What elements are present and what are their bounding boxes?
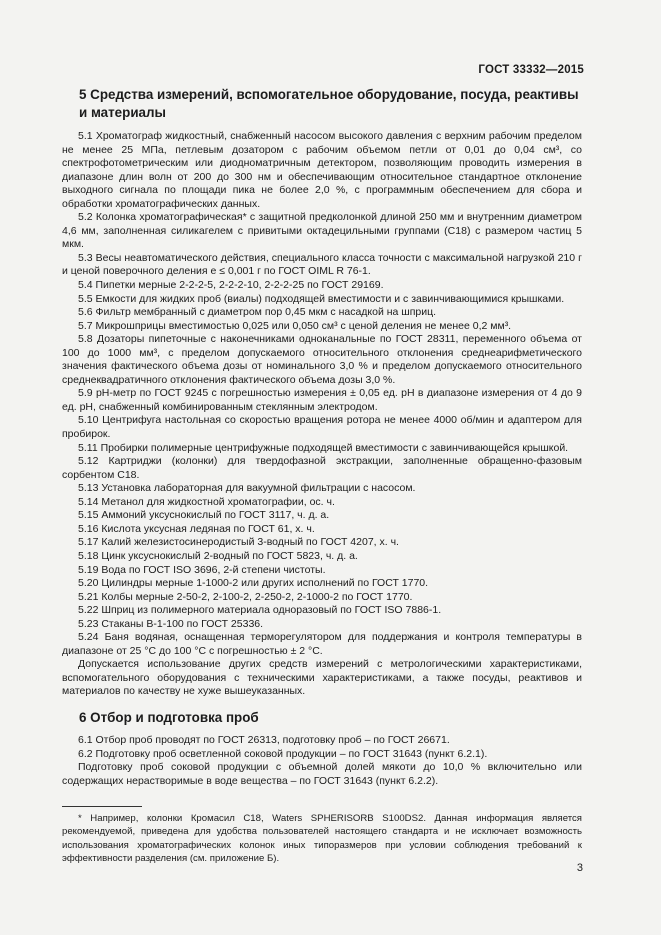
- section-6-body: [62, 734, 582, 788]
- paragraph: 5.11 Пробирки полимерные центрифужные подходящей вместимости с завинчивающейся крышкой.: [78, 441, 569, 454]
- paragraph: 5.5 Емкости для жидких проб (виалы) подходящей вместимости и с завинчивающимися крышками.: [78, 292, 565, 305]
- paragraph: 5.20 Цилиндры мерные 1-1000-2 или других исполнений по ГОСТ 1770.: [78, 577, 429, 590]
- paragraph: 5.14 Метанол для жидкостной хроматографии, ос. ч.: [78, 495, 335, 508]
- paragraph: Допускается использование других средств измерений с метрологическими характеристиками, вспомогательного оборудования с техническими характеристиками, а также посуды, реактивов и материалов по качеству не хуже вышеуказанных.: [62, 658, 582, 698]
- footnote: [62, 812, 582, 866]
- paragraph: 5.16 Кислота уксусная ледяная по ГОСТ 61, х. ч.: [78, 522, 315, 535]
- standard-number: ГОСТ 33332—2015: [478, 64, 584, 76]
- paragraph: 5.2 Колонка хроматографическая* с защитной предколонкой длиной 250 мм и внутренним диаметром 4,6 мм, заполненная силикагелем с привитыми октадецильными группами (С18) с размером частиц 5 мкм.: [62, 211, 582, 251]
- paragraph: 5.17 Калий железистосинеродистый 3-водный по ГОСТ 4207, х. ч.: [78, 536, 399, 549]
- paragraph: 5.1 Хроматограф жидкостный, снабженный насосом высокого давления с верхним рабочим пределом не менее 25 МПа, петлевым дозатором с рабочим объемом петли от 0,01 до 0,04 см³, со спектрофотометрическим или диодноматричным детектором, позволяющим проводить измерения в диапазоне длин волн от 200 до 300 нм и обеспечивающим относительное стандартное отклонение выходного сигнала по площади пика не более 2,0 %, с программным обеспечением для сбора и обработки хроматографических данных.: [62, 130, 582, 210]
- paragraph: 5.12 Картриджи (колонки) для твердофазной экстракции, заполненные обращенно-фазовым сорбентом С18.: [62, 455, 582, 481]
- section-5-body: [62, 130, 582, 699]
- paragraph: 5.13 Установка лабораторная для вакуумной фильтрации с насосом.: [78, 482, 416, 495]
- paragraph: 5.6 Фильтр мембранный с диаметром пор 0,45 мкм с насадкой на шприц.: [78, 306, 437, 319]
- paragraph: 5.3 Весы неавтоматического действия, специального класса точности с максимальной нагрузкой 210 г и ценой поверочного деления e ≤ 0,001 г по ГОСТ OIML R 76-1.: [62, 251, 582, 278]
- section-6-heading: 6 Отбор и подготовка проб: [79, 710, 259, 725]
- paragraph: Подготовку проб соковой продукции с объемной долей мякоти до 10,0 % включительно или содержащих нерастворимые в воде вещества – по ГОСТ 31643 (пункт 6.2.2).: [62, 761, 582, 787]
- paragraph: 5.23 Стаканы В-1-100 по ГОСТ 25336.: [78, 617, 264, 630]
- paragraph: 5.24 Баня водяная, оснащенная терморегулятором для поддержания и контроля температуры в диапазоне от 25 °С до 100 °С с погрешностью ± 2 °С.: [62, 631, 582, 657]
- paragraph: 5.7 Микрошприцы вместимостью 0,025 или 0,050 см³ с ценой деления не менее 0,2 мм³.: [78, 319, 512, 332]
- paragraph: 5.18 Цинк уксуснокислый 2-водный по ГОСТ 5823, ч. д. а.: [78, 549, 358, 562]
- paragraph: 5.21 Колбы мерные 2-50-2, 2-100-2, 2-250-2, 2-1000-2 по ГОСТ 1770.: [78, 590, 413, 603]
- paragraph: 5.22 Шприц из полимерного материала одноразовый по ГОСТ ISO 7886-1.: [78, 604, 442, 617]
- paragraph: 5.10 Центрифуга настольная со скоростью вращения ротора не менее 4000 об/мин и адаптером для пробирок.: [62, 414, 582, 441]
- paragraph: 6.1 Отбор проб проводят по ГОСТ 26313, подготовку проб – по ГОСТ 26671.: [78, 734, 450, 746]
- paragraph: 5.8 Дозаторы пипеточные с наконечниками одноканальные по ГОСТ 28311, переменного объема от 100 до 1000 мм³, с пределом допускаемого относительного отклонения среднеарифметического значения фактического объема дозы от номинального 3,0 % и пределом допускаемого относительного среднеквадратичного отклонения фактического объема дозы 3,0 %.: [62, 333, 582, 386]
- paragraph: 5.9 pH-метр по ГОСТ 9245 с погрешностью измерения ± 0,05 ед. pH в диапазоне измерения от 4 до 9 ед. pH, снабженный комбинированным стеклянным электродом.: [62, 387, 582, 413]
- paragraph: 5.15 Аммоний уксуснокислый по ГОСТ 3117, ч. д. а.: [78, 509, 330, 522]
- paragraph: 5.4 Пипетки мерные 2-2-2-5, 2-2-2-10, 2-2-2-25 по ГОСТ 29169.: [78, 279, 384, 292]
- footnote-text: * Например, колонки Кромасил С18, Waters SPHERISORB S100DS2. Данная информация является рекомендуемой, приведена для удобства пользователей настоящего стандарта и не исключает возможность использования хроматографических колонок иных типоразмеров при условии соблюдения требований к эффективности разделения (см. приложение Б).: [62, 813, 582, 865]
- paragraph: 6.2 Подготовку проб осветленной соковой продукции – по ГОСТ 31643 (пункт 6.2.1).: [78, 747, 488, 760]
- page-number: 3: [576, 862, 583, 874]
- paragraph: 5.19 Вода по ГОСТ ISO 3696, 2-й степени чистоты.: [78, 563, 326, 576]
- footnote-divider: [62, 806, 142, 807]
- section-5-heading: 5 Средства измерений, вспомогательное оборудование, посуда, реактивы и материалы: [79, 87, 579, 120]
